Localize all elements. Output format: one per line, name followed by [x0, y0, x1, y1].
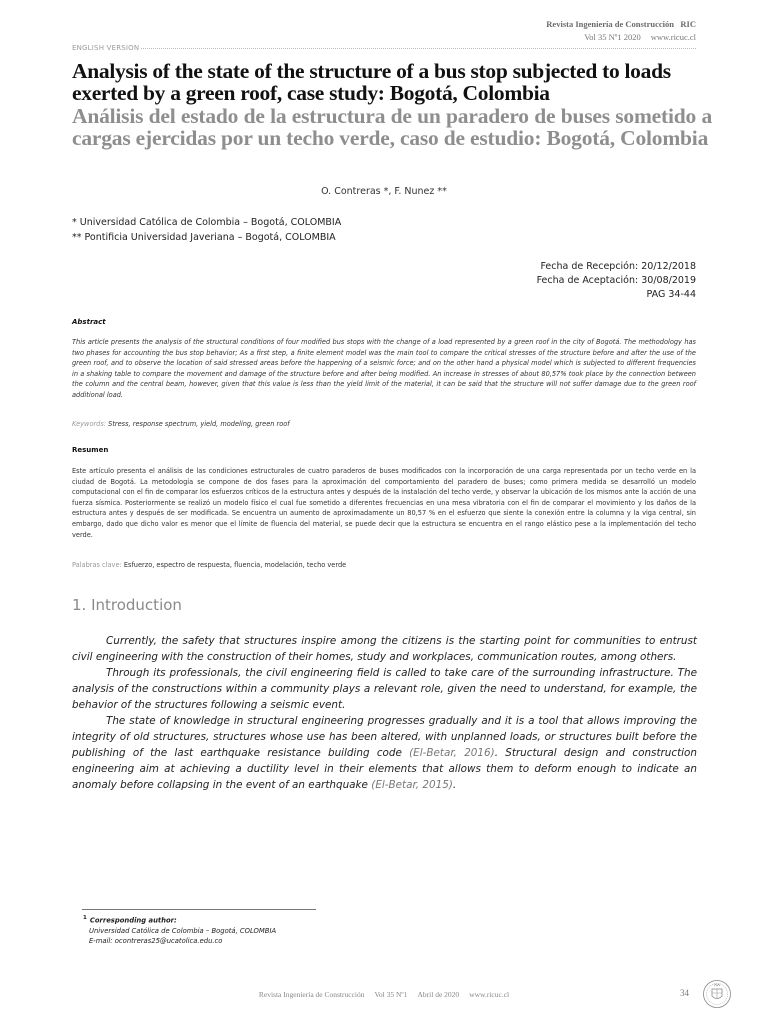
page-range: PAG 34-44: [646, 289, 696, 300]
page-footer: [0, 990, 768, 999]
footer-journal-name: Revista Ingeniería de Construcción: [258, 990, 365, 999]
corresponding-email: E-mail: ocontreras25@ucatolica.edu.co: [89, 937, 223, 946]
intro-paragraph-1: Currently, the safety that structures inspire among the citizens is the starting point for communities to entrust civil engineering with the construction of their homes, study and workplaces, communication routes, among others.: [72, 635, 697, 663]
title-spanish: Análisis del estado de la estructura de un paradero de buses sometido a cargas ejercidas por un techo verde, caso de estudio: Bogotá, Colombia: [72, 104, 712, 150]
footer-website: www.ricuc.cl: [469, 990, 510, 999]
keywords-list: Stress, response spectrum, yield, modeling, green roof: [108, 420, 290, 428]
dotted-divider: [141, 48, 696, 49]
keywords: [72, 420, 696, 428]
intro-paragraph-2: Through its professionals, the civil engineering field is called to take care of the surrounding infrastructure. The analysis of the constructions within a community plays a relevant role, given the need to understand, for example, the behavior of the structures following a seismic event.: [72, 667, 697, 711]
received-date: Fecha de Recepción: 20/12/2018: [540, 261, 696, 272]
journal-name: Revista Ingeniería de Construcción: [546, 19, 675, 29]
accepted-date: Fecha de Aceptación: 30/08/2019: [536, 275, 696, 286]
publication-dates: [537, 260, 696, 302]
intro-paragraph-3: [72, 713, 697, 793]
affiliations: [72, 215, 341, 245]
footnote-marker: 1: [83, 915, 87, 921]
footer-volume: Vol 35 Nº1: [374, 990, 408, 999]
corresponding-author-label: Corresponding author:: [89, 916, 177, 925]
abstract-heading: Abstract: [72, 318, 106, 326]
footnote: [83, 913, 277, 947]
palabras-clave-list: Esfuerzo, espectro de respuesta, fluencia, modelación, techo verde: [123, 561, 347, 569]
page-number: 34: [680, 988, 689, 998]
university-seal-icon: [702, 978, 732, 1010]
title-english: Analysis of the state of the structure of a bus stop subjected to loads exerted by a green roof, case study: Bogotá, Colombia: [72, 59, 671, 105]
intro-p3-text-2: . Structural design and construction engineering aim at achieving a ductility level in their elements that allows them to deform enough to indicate an anomaly before collapsing in the event of an earthquake: [72, 747, 697, 791]
english-version-bar: [72, 44, 696, 52]
journal-volume: Vol 35 Nº1 2020: [584, 32, 641, 42]
resumen-body: Este artículo presenta el análisis de las condiciones estructurales de cuatro paraderos de buses modificados con la incorporación de una carga representada por un techo verde en la ciudad de Bogotá. La metodología se compone de dos fases para la aproximación del comportamiento del paradero de buses; como primera medida se desarrolló un modelo computacional con el fin de comparar los esfuerzos críticos de la estructura antes y después de la instalación del techo verde, y observar la ubicación de los mismos ante la acción de una fuerza sísmica. Posteriormente se realizó un modelo físico el cual fue sometido a diferentes frecuencias en una mesa vibratoria con el fin de comparar el movimiento y los daños de la estructura antes y después de ser modificada. Se encuentra un aumento de aproximadamente un 80,57 % en el esfuerzo que siente la conexión entre la columna y la viga central, sin embargo, dado que dicho valor es menor que el límite de fluencia del material, se puede decir que la estructura se encuentra en el rango elástico pese a la implementación del techo verde.: [72, 467, 696, 539]
footnote-divider: [82, 909, 316, 910]
introduction-heading: 1. Introduction: [72, 596, 182, 614]
keywords-label: Keywords:: [72, 420, 107, 428]
footer-date: Abril de 2020: [417, 990, 460, 999]
abstract-body: This article presents the analysis of the structural conditions of four modified bus stops with the change of a load represented by a green roof in the city of Bogotá. The methodology has two phases for accounting the bus stop behavior; As a first step, a finite element model was the main tool to compare the critical stresses of the structure before and after the use of the green roof, and to observe the location of said stressed areas before the happening of a seismic force; and on the other hand a physical model which is subjected to different frequencies in a shaking table to compare the movement and damage of the structure before and after being modified. An increase in stresses of about 80,57% took place by the connection between the column and the central beam, however, given that this value is less than the yield limit of the material, it can be said that the structure will not suffer damage due to the green roof additional load.: [72, 338, 696, 399]
palabras-clave-label: Palabras clave:: [72, 561, 122, 569]
corresponding-affiliation: Universidad Católica de Colombia – Bogotá, COLOMBIA: [89, 926, 277, 935]
introduction-body: [72, 633, 697, 793]
resumen-heading: Resumen: [72, 446, 109, 454]
intro-p3-text: The state of knowledge in structural engineering progresses gradually and it is a tool that allows improving the integrity of old structures, structures whose use has been altered, with unplanned loads, or structures built before the publishing of the last earthquake resistance building code: [72, 715, 697, 759]
affiliation-2: ** Pontificia Universidad Javeriana – Bogotá, COLOMBIA: [72, 232, 336, 243]
authors: O. Contreras *, F. Nunez **: [321, 186, 447, 197]
journal-website: www.ricuc.cl: [650, 32, 696, 42]
english-version-label: ENGLISH VERSION: [72, 44, 140, 52]
journal-header: [546, 18, 696, 44]
affiliation-1: * Universidad Católica de Colombia – Bogotá, COLOMBIA: [72, 217, 342, 228]
journal-code: RIC: [680, 19, 696, 29]
intro-p3-end: .: [452, 779, 457, 791]
palabras-clave: [72, 561, 696, 569]
citation-el-betar-2016: (El-Betar, 2016): [409, 747, 495, 759]
citation-el-betar-2015: (El-Betar, 2015): [371, 779, 453, 791]
